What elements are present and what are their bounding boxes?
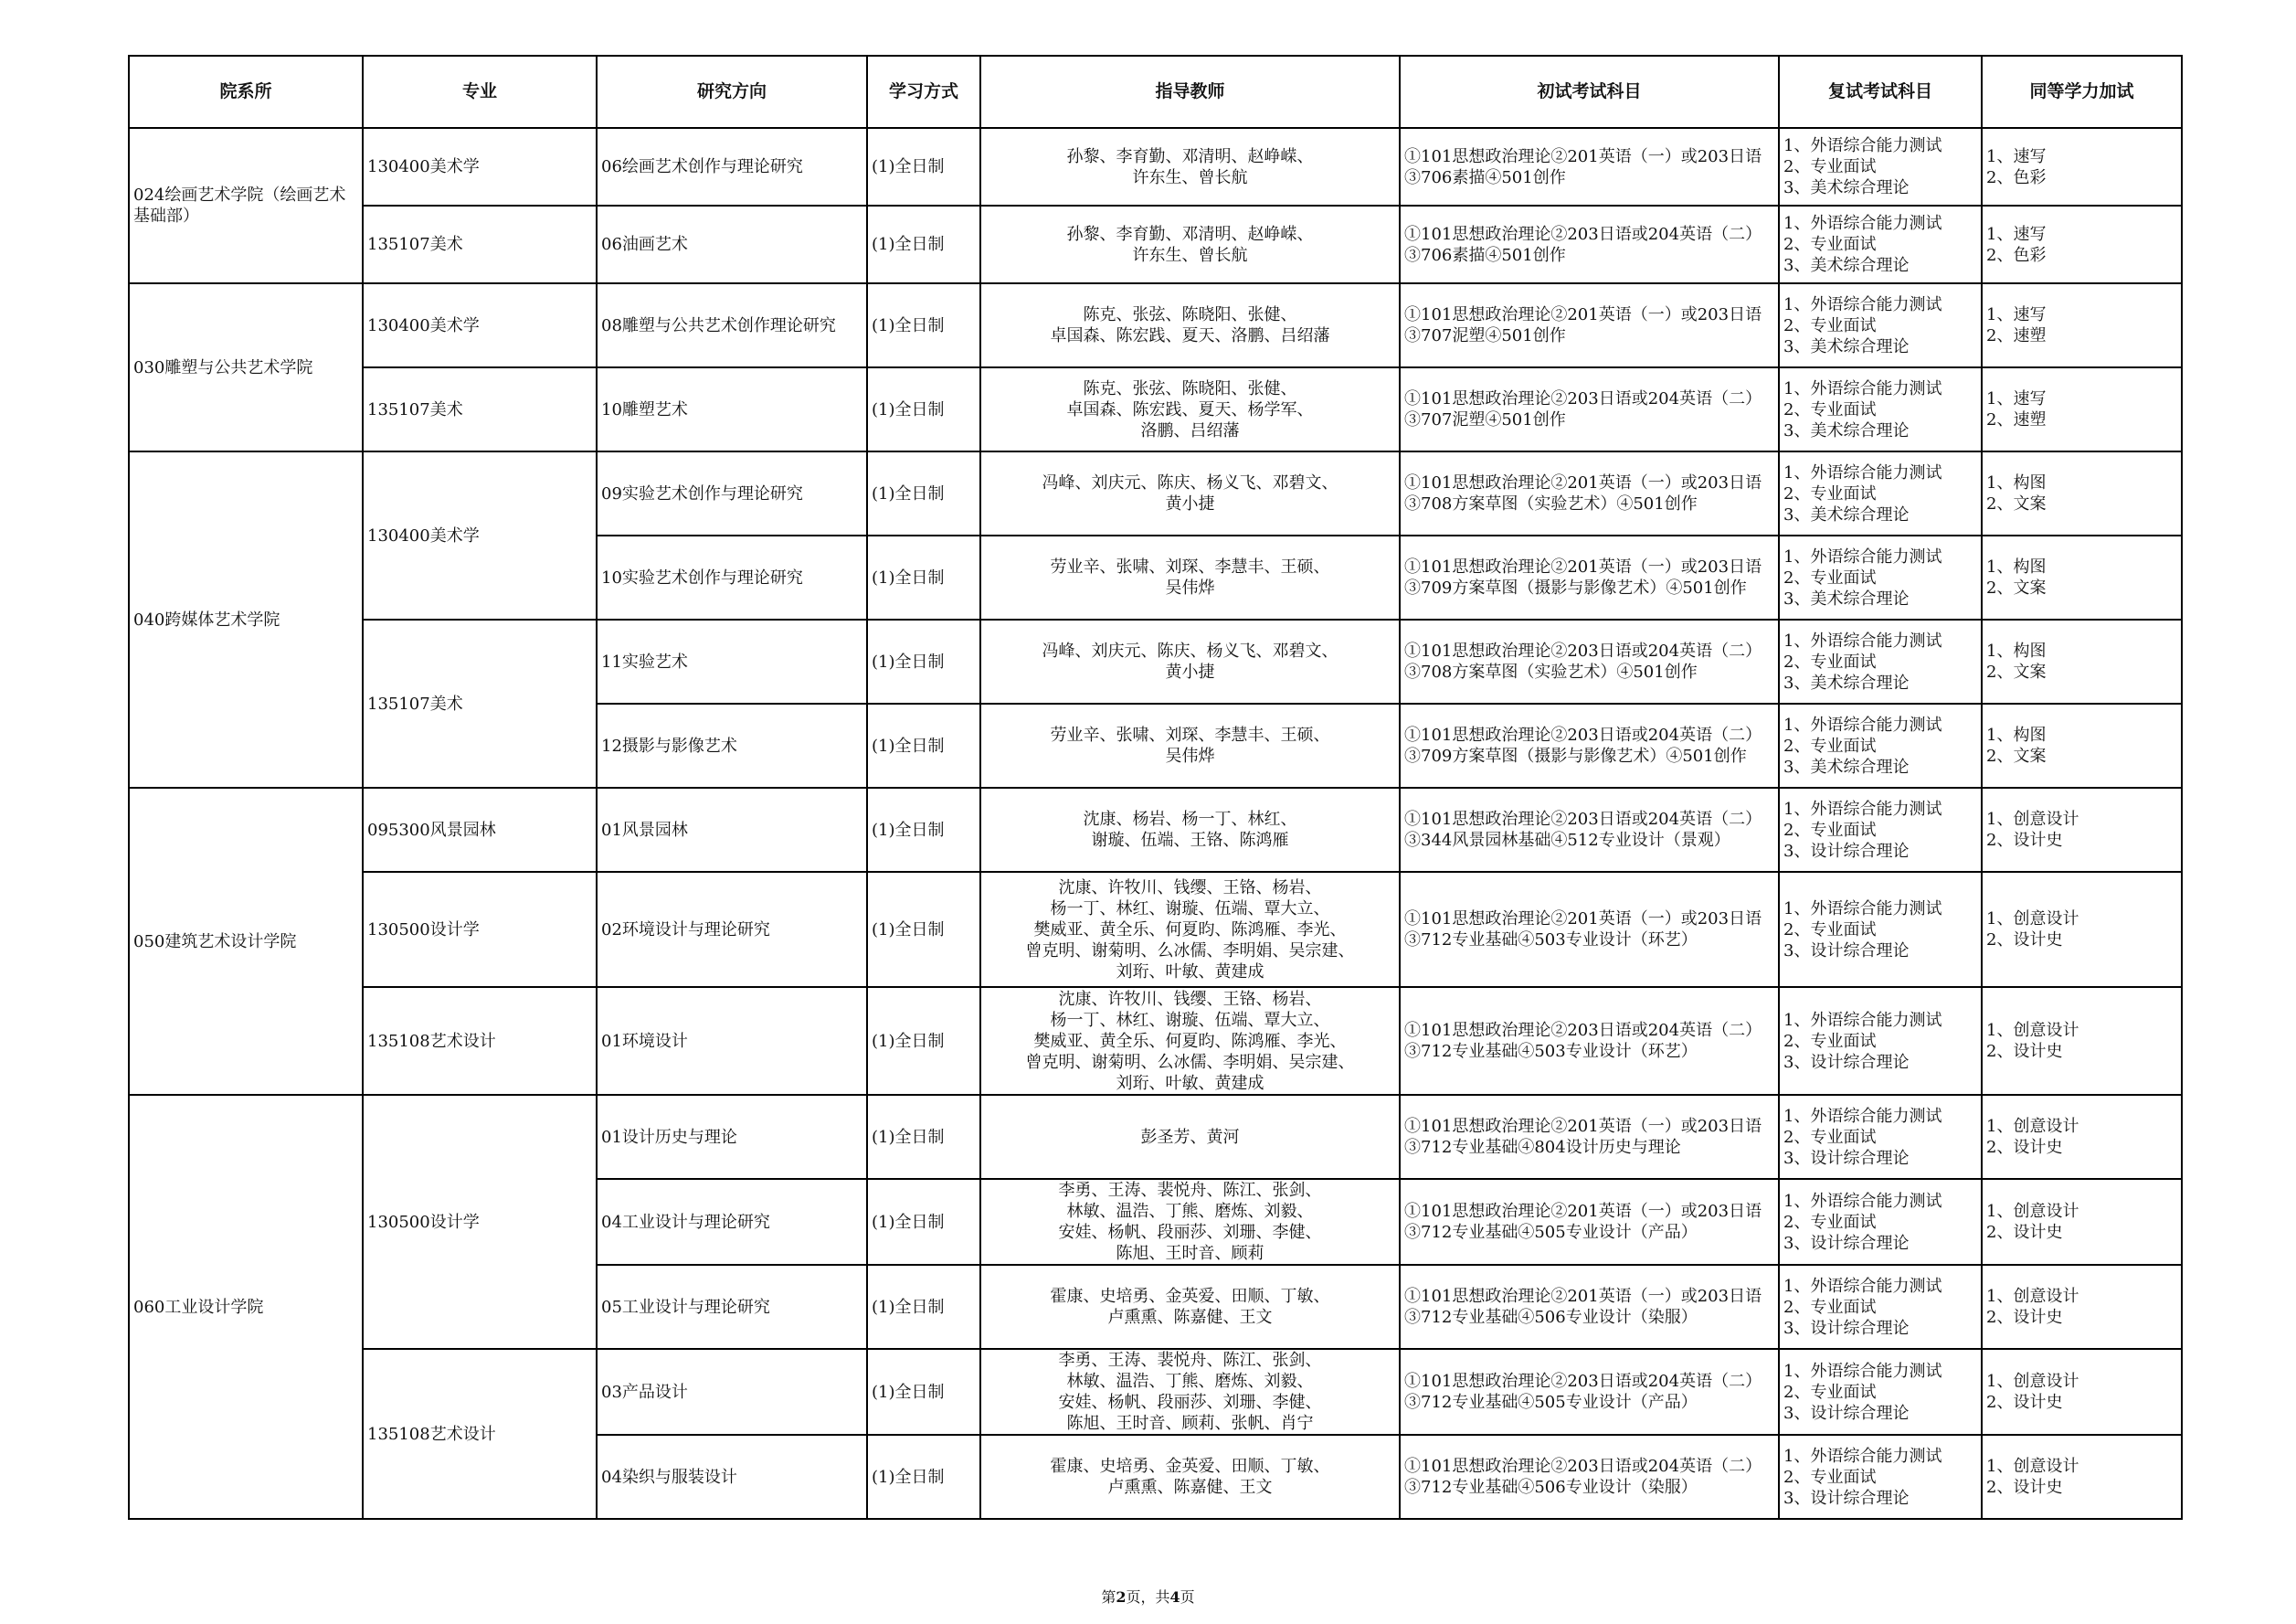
- table-row: [129, 1095, 2182, 1179]
- mode-cell: (1)全日制: [867, 451, 980, 536]
- direction-cell: 09实验艺术创作与理论研究: [597, 451, 867, 536]
- exam2-cell: 1、外语综合能力测试 2、专业面试 3、设计综合理论: [1779, 1095, 1982, 1179]
- header-mode: 学习方式: [867, 56, 980, 128]
- mode-cell: (1)全日制: [867, 1179, 980, 1265]
- exam2-cell: 1、外语综合能力测试 2、专业面试 3、设计综合理论: [1779, 1435, 1982, 1519]
- table-row: [129, 451, 2182, 536]
- mode-cell: (1)全日制: [867, 872, 980, 987]
- extra-cell: 1、创意设计 2、设计史: [1982, 987, 2182, 1095]
- extra-cell: 1、速写 2、速塑: [1982, 367, 2182, 451]
- mode-cell: (1)全日制: [867, 987, 980, 1095]
- mode-cell: (1)全日制: [867, 788, 980, 872]
- teachers-cell: 霍康、史培勇、金英爱、田顺、丁敏、 卢熏熏、陈嘉健、王文: [980, 1265, 1400, 1349]
- major-cell: 095300风景园林: [363, 788, 597, 872]
- footer-suffix: 页: [1180, 1588, 1195, 1606]
- mode-cell: (1)全日制: [867, 283, 980, 367]
- extra-cell: 1、创意设计 2、设计史: [1982, 1179, 2182, 1265]
- direction-cell: 01环境设计: [597, 987, 867, 1095]
- exam2-cell: 1、外语综合能力测试 2、专业面试 3、设计综合理论: [1779, 872, 1982, 987]
- table-row: [129, 1349, 2182, 1435]
- major-cell: 130400美术学: [363, 283, 597, 367]
- exam1-cell: ①101思想政治理论②203日语或204英语（二） ③707泥塑④501创作: [1400, 367, 1779, 451]
- table-row: [129, 206, 2182, 283]
- extra-cell: 1、创意设计 2、设计史: [1982, 788, 2182, 872]
- mode-cell: (1)全日制: [867, 704, 980, 788]
- direction-cell: 01风景园林: [597, 788, 867, 872]
- exam2-cell: 1、外语综合能力测试 2、专业面试 3、美术综合理论: [1779, 206, 1982, 283]
- exam1-cell: ①101思想政治理论②203日语或204英语（二） ③344风景园林基础④512专业设计（景观）: [1400, 788, 1779, 872]
- footer-total-pages: 4: [1169, 1588, 1180, 1606]
- footer-prefix: 第: [1101, 1588, 1116, 1606]
- exam1-cell: ①101思想政治理论②203日语或204英语（二） ③712专业基础④506专业设计（染服）: [1400, 1435, 1779, 1519]
- teachers-cell: 孙黎、李育勤、邓清明、赵峥嵘、 许东生、曾长航: [980, 206, 1400, 283]
- table-row: [129, 872, 2182, 987]
- dept-cell: 060工业设计学院: [129, 1095, 363, 1519]
- teachers-cell: 沈康、许牧川、钱缨、王铬、杨岩、 杨一丁、林红、谢璇、伍端、覃大立、 樊威亚、黄全乐、何夏昀、陈鸿雁、李光、 曾克明、谢菊明、么冰儒、李明娟、吴宗建、 刘珩、叶敏、黄建成: [980, 872, 1400, 987]
- direction-cell: 04染织与服装设计: [597, 1435, 867, 1519]
- extra-cell: 1、创意设计 2、设计史: [1982, 1435, 2182, 1519]
- teachers-cell: 陈克、张弦、陈晓阳、张健、 卓国森、陈宏践、夏天、洛鹏、吕绍藩: [980, 283, 1400, 367]
- exam2-cell: 1、外语综合能力测试 2、专业面试 3、美术综合理论: [1779, 451, 1982, 536]
- teachers-cell: 孙黎、李育勤、邓清明、赵峥嵘、 许东生、曾长航: [980, 128, 1400, 206]
- exam1-cell: ①101思想政治理论②201英语（一）或203日语 ③706素描④501创作: [1400, 128, 1779, 206]
- exam1-cell: ①101思想政治理论②201英语（一）或203日语 ③712专业基础④503专业设计（环艺）: [1400, 872, 1779, 987]
- teachers-cell: 劳业辛、张啸、刘琛、李慧丰、王硕、 吴伟烨: [980, 704, 1400, 788]
- admissions-table: [128, 55, 2183, 1520]
- dept-cell: 040跨媒体艺术学院: [129, 451, 363, 788]
- exam2-cell: 1、外语综合能力测试 2、专业面试 3、美术综合理论: [1779, 128, 1982, 206]
- extra-cell: 1、速写 2、色彩: [1982, 206, 2182, 283]
- major-cell: 130500设计学: [363, 1095, 597, 1349]
- direction-cell: 10实验艺术创作与理论研究: [597, 536, 867, 620]
- exam1-cell: ①101思想政治理论②203日语或204英语（二） ③712专业基础④503专业设计（环艺）: [1400, 987, 1779, 1095]
- header-dept: 院系所: [129, 56, 363, 128]
- header-exam1: 初试考试科目: [1400, 56, 1779, 128]
- footer-page-number: 2: [1116, 1588, 1127, 1606]
- header-extra: 同等学力加试: [1982, 56, 2182, 128]
- table-row: [129, 367, 2182, 451]
- header-teachers: 指导教师: [980, 56, 1400, 128]
- exam1-cell: ①101思想政治理论②201英语（一）或203日语 ③708方案草图（实验艺术）④501创作: [1400, 451, 1779, 536]
- mode-cell: (1)全日制: [867, 206, 980, 283]
- mode-cell: (1)全日制: [867, 128, 980, 206]
- exam1-cell: ①101思想政治理论②201英语（一）或203日语 ③712专业基础④505专业设计（产品）: [1400, 1179, 1779, 1265]
- dept-cell: 030雕塑与公共艺术学院: [129, 283, 363, 451]
- teachers-cell: 陈克、张弦、陈晓阳、张健、 卓国森、陈宏践、夏天、杨学军、 洛鹏、吕绍藩: [980, 367, 1400, 451]
- footer-middle: 页，共: [1126, 1588, 1170, 1606]
- direction-cell: 02环境设计与理论研究: [597, 872, 867, 987]
- table-row: [129, 987, 2182, 1095]
- extra-cell: 1、创意设计 2、设计史: [1982, 1349, 2182, 1435]
- exam1-cell: ①101思想政治理论②201英语（一）或203日语 ③712专业基础④804设计历史与理论: [1400, 1095, 1779, 1179]
- mode-cell: (1)全日制: [867, 367, 980, 451]
- direction-cell: 06油画艺术: [597, 206, 867, 283]
- teachers-cell: 沈康、许牧川、钱缨、王铬、杨岩、 杨一丁、林红、谢璇、伍端、覃大立、 樊威亚、黄全乐、何夏昀、陈鸿雁、李光、 曾克明、谢菊明、么冰儒、李明娟、吴宗建、 刘珩、叶敏、黄建成: [980, 987, 1400, 1095]
- dept-cell: 050建筑艺术设计学院: [129, 788, 363, 1095]
- table-row: [129, 788, 2182, 872]
- header-major: 专业: [363, 56, 597, 128]
- exam1-cell: ①101思想政治理论②203日语或204英语（二） ③709方案草图（摄影与影像艺术）④501创作: [1400, 704, 1779, 788]
- major-cell: 135107美术: [363, 620, 597, 788]
- direction-cell: 05工业设计与理论研究: [597, 1265, 867, 1349]
- header-row: [129, 56, 2182, 128]
- mode-cell: (1)全日制: [867, 620, 980, 704]
- extra-cell: 1、创意设计 2、设计史: [1982, 1095, 2182, 1179]
- major-cell: 135107美术: [363, 367, 597, 451]
- extra-cell: 1、创意设计 2、设计史: [1982, 1265, 2182, 1349]
- table-row: [129, 128, 2182, 206]
- direction-cell: 12摄影与影像艺术: [597, 704, 867, 788]
- header-exam2: 复试考试科目: [1779, 56, 1982, 128]
- teachers-cell: 霍康、史培勇、金英爱、田顺、丁敏、 卢熏熏、陈嘉健、王文: [980, 1435, 1400, 1519]
- direction-cell: 08雕塑与公共艺术创作理论研究: [597, 283, 867, 367]
- exam2-cell: 1、外语综合能力测试 2、专业面试 3、设计综合理论: [1779, 788, 1982, 872]
- direction-cell: 03产品设计: [597, 1349, 867, 1435]
- exam2-cell: 1、外语综合能力测试 2、专业面试 3、设计综合理论: [1779, 1265, 1982, 1349]
- major-cell: 130400美术学: [363, 128, 597, 206]
- dept-cell: 024绘画艺术学院（绘画艺术基础部）: [129, 128, 363, 283]
- teachers-cell: 冯峰、刘庆元、陈庆、杨义飞、邓碧文、 黄小捷: [980, 451, 1400, 536]
- extra-cell: 1、创意设计 2、设计史: [1982, 872, 2182, 987]
- exam2-cell: 1、外语综合能力测试 2、专业面试 3、设计综合理论: [1779, 1179, 1982, 1265]
- major-cell: 135108艺术设计: [363, 1349, 597, 1519]
- extra-cell: 1、构图 2、文案: [1982, 620, 2182, 704]
- major-cell: 130500设计学: [363, 872, 597, 987]
- direction-cell: 06绘画艺术创作与理论研究: [597, 128, 867, 206]
- exam2-cell: 1、外语综合能力测试 2、专业面试 3、设计综合理论: [1779, 1349, 1982, 1435]
- exam1-cell: ①101思想政治理论②201英语（一）或203日语 ③709方案草图（摄影与影像艺术）④501创作: [1400, 536, 1779, 620]
- exam2-cell: 1、外语综合能力测试 2、专业面试 3、美术综合理论: [1779, 367, 1982, 451]
- mode-cell: (1)全日制: [867, 1265, 980, 1349]
- header-direction: 研究方向: [597, 56, 867, 128]
- extra-cell: 1、速写 2、速塑: [1982, 283, 2182, 367]
- mode-cell: (1)全日制: [867, 1349, 980, 1435]
- exam1-cell: ①101思想政治理论②201英语（一）或203日语 ③712专业基础④506专业设计（染服）: [1400, 1265, 1779, 1349]
- exam2-cell: 1、外语综合能力测试 2、专业面试 3、美术综合理论: [1779, 620, 1982, 704]
- major-cell: 130400美术学: [363, 451, 597, 620]
- mode-cell: (1)全日制: [867, 1435, 980, 1519]
- extra-cell: 1、构图 2、文案: [1982, 704, 2182, 788]
- exam2-cell: 1、外语综合能力测试 2、专业面试 3、美术综合理论: [1779, 283, 1982, 367]
- exam2-cell: 1、外语综合能力测试 2、专业面试 3、设计综合理论: [1779, 987, 1982, 1095]
- extra-cell: 1、构图 2、文案: [1982, 536, 2182, 620]
- table-row: [129, 283, 2182, 367]
- mode-cell: (1)全日制: [867, 1095, 980, 1179]
- exam1-cell: ①101思想政治理论②203日语或204英语（二） ③712专业基础④505专业设计（产品）: [1400, 1349, 1779, 1435]
- teachers-cell: 李勇、王涛、裴悦舟、陈江、张剑、 林敏、温浩、丁熊、磨炼、刘毅、 安娃、杨帆、段丽莎、刘珊、李健、 陈旭、王时音、顾莉: [980, 1179, 1400, 1265]
- exam1-cell: ①101思想政治理论②203日语或204英语（二） ③706素描④501创作: [1400, 206, 1779, 283]
- exam2-cell: 1、外语综合能力测试 2、专业面试 3、美术综合理论: [1779, 536, 1982, 620]
- direction-cell: 04工业设计与理论研究: [597, 1179, 867, 1265]
- teachers-cell: 冯峰、刘庆元、陈庆、杨义飞、邓碧文、 黄小捷: [980, 620, 1400, 704]
- page-footer: [0, 1586, 2296, 1607]
- extra-cell: 1、速写 2、色彩: [1982, 128, 2182, 206]
- teachers-cell: 李勇、王涛、裴悦舟、陈江、张剑、 林敏、温浩、丁熊、磨炼、刘毅、 安娃、杨帆、段丽莎、刘珊、李健、 陈旭、王时音、顾莉、张帆、肖宁: [980, 1349, 1400, 1435]
- mode-cell: (1)全日制: [867, 536, 980, 620]
- direction-cell: 11实验艺术: [597, 620, 867, 704]
- teachers-cell: 劳业辛、张啸、刘琛、李慧丰、王硕、 吴伟烨: [980, 536, 1400, 620]
- exam1-cell: ①101思想政治理论②201英语（一）或203日语 ③707泥塑④501创作: [1400, 283, 1779, 367]
- table-row: [129, 620, 2182, 704]
- direction-cell: 10雕塑艺术: [597, 367, 867, 451]
- teachers-cell: 彭圣芳、黄河: [980, 1095, 1400, 1179]
- major-cell: 135107美术: [363, 206, 597, 283]
- teachers-cell: 沈康、杨岩、杨一丁、林红、 谢璇、伍端、王铬、陈鸿雁: [980, 788, 1400, 872]
- exam1-cell: ①101思想政治理论②203日语或204英语（二） ③708方案草图（实验艺术）④501创作: [1400, 620, 1779, 704]
- direction-cell: 01设计历史与理论: [597, 1095, 867, 1179]
- extra-cell: 1、构图 2、文案: [1982, 451, 2182, 536]
- exam2-cell: 1、外语综合能力测试 2、专业面试 3、美术综合理论: [1779, 704, 1982, 788]
- major-cell: 135108艺术设计: [363, 987, 597, 1095]
